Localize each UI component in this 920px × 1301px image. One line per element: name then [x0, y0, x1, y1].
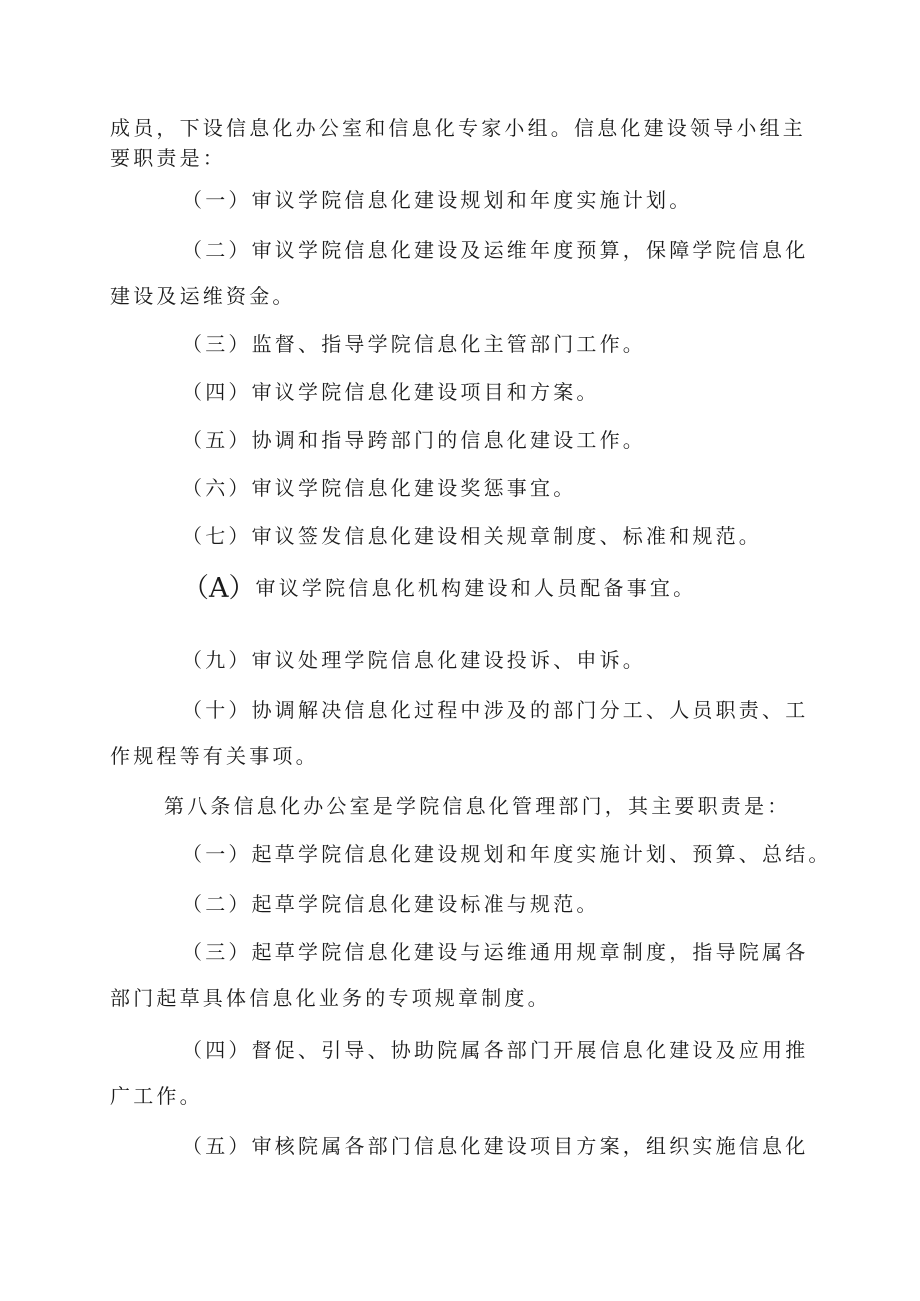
item-eight-text: 审议学院信息化机构建设和人员配备事宜。	[255, 576, 697, 600]
list-item: （十）协调解决信息化过程中涉及的部门分工、人员职责、工	[182, 698, 809, 722]
list-item: （一）审议学院信息化建设规划和年度实施计划。	[182, 188, 693, 212]
list-item: （四）审议学院信息化建设项目和方案。	[182, 380, 600, 404]
list-item: （五）协调和指导跨部门的信息化建设工作。	[182, 428, 646, 452]
list-item: （三）监督、指导学院信息化主管部门工作。	[182, 332, 646, 356]
list-item: （三）起草学院信息化建设与运维通用规章制度，指导院属各	[182, 940, 809, 964]
list-item: （二）起草学院信息化建设标准与规范。	[182, 892, 600, 916]
list-item: （二）审议学院信息化建设及运维年度预算，保障学院信息化	[182, 238, 809, 262]
list-item: （四）督促、引导、协助院属各部门开展信息化建设及应用推	[182, 1038, 809, 1062]
list-item	[182, 573, 697, 604]
paragraph-line: 要职责是：	[110, 146, 226, 170]
list-item: （七）审议签发信息化建设相关规章制度、标准和规范。	[182, 524, 762, 548]
list-item: （六）审议学院信息化建设奖惩事宜。	[182, 476, 577, 500]
paragraph-line: 作规程等有关事项。	[110, 744, 319, 768]
paragraph-line: 建设及运维资金。	[110, 284, 296, 308]
list-item: （一）起草学院信息化建设规划和年度实施计划、预算、总结。	[182, 842, 832, 866]
list-item: （九）审议处理学院信息化建设投诉、申诉。	[182, 648, 646, 672]
paragraph-line: 成员，下设信息化办公室和信息化专家小组。信息化建设领导小组主	[110, 116, 806, 140]
article-heading: 第八条信息化办公室是学院信息化管理部门，其主要职责是：	[164, 794, 791, 818]
list-item: （五）审核院属各部门信息化建设项目方案，组织实施信息化	[182, 1134, 809, 1158]
item-eight-marker: （A）	[182, 573, 256, 604]
paragraph-line: 广工作。	[110, 1084, 203, 1108]
paragraph-line: 部门起草具体信息化业务的专项规章制度。	[110, 986, 551, 1010]
